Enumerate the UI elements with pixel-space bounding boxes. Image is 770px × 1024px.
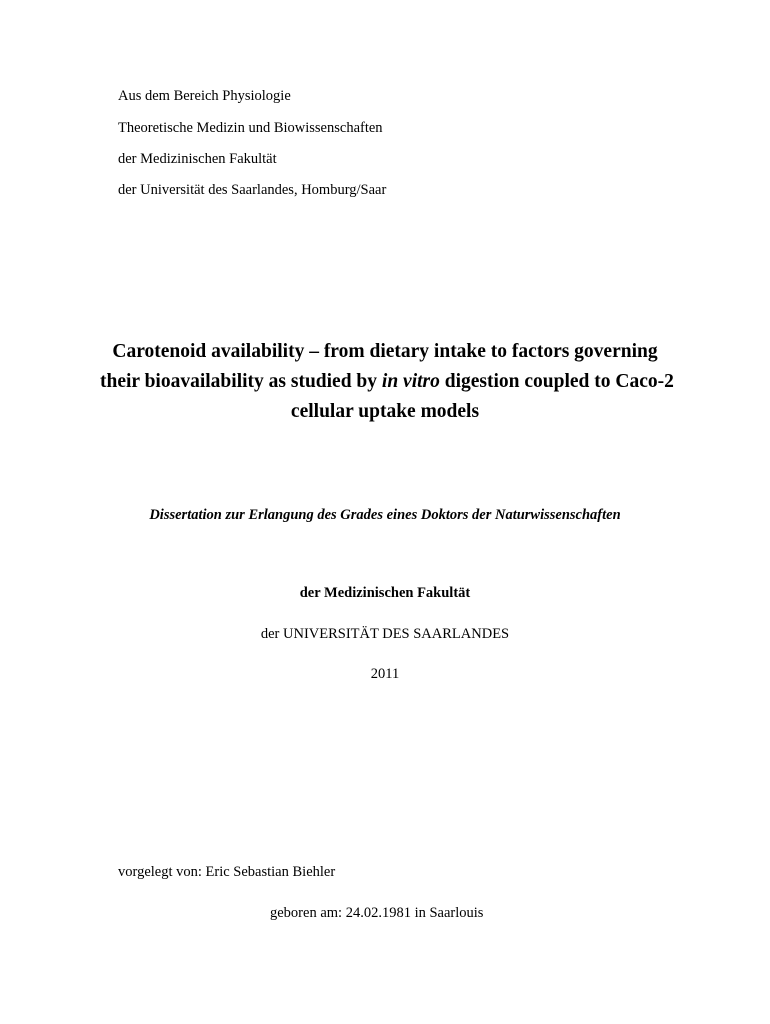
thesis-title-line-2-start: their bioavailability as studied by bbox=[100, 371, 382, 392]
institution-line-university: der Universität des Saarlandes, Homburg/Saar bbox=[118, 182, 387, 198]
institution-line-department: Aus dem Bereich Physiologie bbox=[118, 88, 291, 104]
thesis-title-italic-term: in vitro bbox=[381, 371, 440, 392]
institution-line-faculty: der Medizinischen Fakultät bbox=[118, 151, 277, 167]
thesis-title-line-2 bbox=[100, 367, 674, 397]
birth-info: geboren am: 24.02.1981 in Saarlouis bbox=[270, 905, 484, 921]
year: 2011 bbox=[370, 666, 400, 682]
thesis-title bbox=[100, 337, 674, 427]
thesis-title-line-1: Carotenoid availability – from dietary intake to factors governing bbox=[112, 341, 658, 362]
university-name: der UNIVERSITÄT DES SAARLANDES bbox=[260, 626, 510, 642]
faculty-name: der Medizinischen Fakultät bbox=[299, 585, 471, 601]
submitted-by: vorgelegt von: Eric Sebastian Biehler bbox=[118, 864, 336, 880]
thesis-title-line-2-end: digestion coupled to Caco-2 bbox=[439, 371, 674, 392]
dissertation-statement: Dissertation zur Erlangung des Grades eines Doktors der Naturwissenschaften bbox=[149, 507, 621, 523]
thesis-title-line-3: cellular uptake models bbox=[290, 401, 480, 422]
institution-line-field: Theoretische Medizin und Biowissenschaften bbox=[118, 120, 383, 136]
